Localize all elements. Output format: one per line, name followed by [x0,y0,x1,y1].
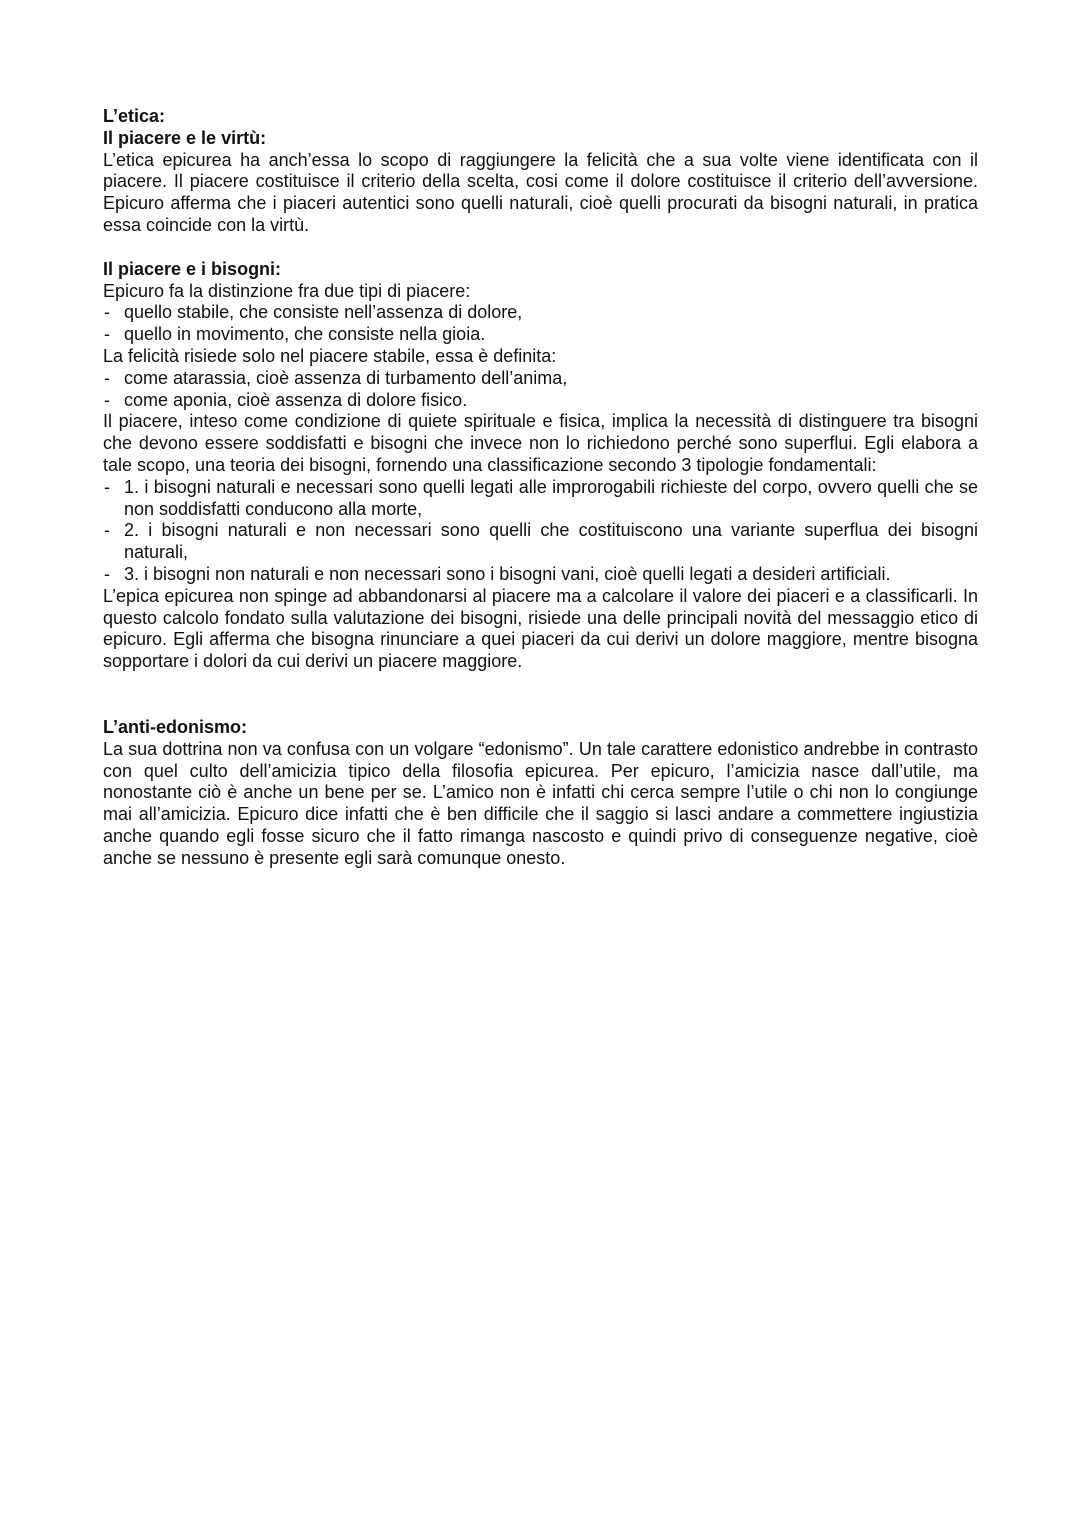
section-heading-piacere-virtu: Il piacere e le virtù: [103,127,267,148]
list-item: - 3. i bisogni non naturali e non necessari sono i bisogni vani, cioè quelli legati a desideri artificiali. [103,564,978,586]
paragraph-teoria-bisogni: Il piacere, inteso come condizione di quiete spirituale e fisica, implica la necessità di distinguere tra bisogni che devono essere soddisfatti e bisogni che invece non lo richiedono perché sono superflui. Egli elabora a tale scopo, una teoria dei bisogni, fornendo una classificazione secondo 3 tipologie fondamentali: [103,411,978,475]
list-item: - come atarassia, cioè assenza di turbamento dell’anima, [103,368,978,390]
spacer [103,673,978,717]
list-item: - quello stabile, che consiste nell’assenza di dolore, [103,302,978,324]
list-felicita [103,368,978,412]
paragraph-intro-tipi-piacere: Epicuro fa la distinzione fra due tipi di piacere: [103,280,471,301]
document-page [103,106,978,870]
document-title: L’etica: [103,106,166,126]
section-heading-anti-edonismo: L’anti-edonismo: [103,716,247,737]
list-item: - quello in movimento, che consiste nella gioia. [103,324,978,346]
list-item: - come aponia, cioè assenza di dolore fisico. [103,390,978,412]
paragraph-anti-edonismo: La sua dottrina non va confusa con un volgare “edonismo”. Un tale carattere edonistico andrebbe in contrasto con quel culto dell’amicizia tipico della filosofia epicurea. Per epicuro, l’amicizia nasce dall’utile, ma nonostante ciò è anche un bene per se. L’amico non è infatti chi cerca sempre l’utile o chi non lo congiunge mai all’amicizia. Epicuro dice infatti che è ben difficile che il saggio si lasci andare a commettere ingiustizia anche quando egli fosse sicuro che il fatto rimanga nascosto e quindi privo di conseguenze negative, cioè anche se nessuno è presente egli sarà comunque onesto. [103,738,978,868]
list-item: - 2. i bisogni naturali e non necessari sono quelli che costituiscono una variante superflua dei bisogni naturali, [103,520,978,564]
list-tipi-piacere [103,302,978,346]
section-heading-piacere-bisogni: Il piacere e i bisogni: [103,258,282,279]
list-item: - 1. i bisogni naturali e necessari sono quelli legati alle improrogabili richieste del corpo, ovvero quelli che se non soddisfatti conducono alla morte, [103,477,978,521]
paragraph-intro-felicita: La felicità risiede solo nel piacere stabile, essa è definita: [103,345,557,366]
list-tipologie-bisogni [103,477,978,586]
paragraph-piacere-virtu: L’etica epicurea ha anch’essa lo scopo di raggiungere la felicità che a sua volte viene identificata con il piacere. Il piacere costituisce il criterio della scelta, cosi come il dolore costituisce il criterio dell’avversione. Epicuro afferma che i piaceri autentici sono quelli naturali, cioè quelli procurati da bisogni naturali, in pratica essa coincide con la virtù. [103,149,978,235]
paragraph-calcolo-piaceri: L’epica epicurea non spinge ad abbandonarsi al piacere ma a calcolare il valore dei piaceri e a classificarli. In questo calcolo fondato sulla valutazione dei bisogni, risiede una delle principali novità del messaggio etico di epicuro. Egli afferma che bisogna rinunciare a quei piaceri da cui derivi un dolore maggiore, mentre bisogna sopportare i dolori da cui derivi un piacere maggiore. [103,585,978,672]
spacer [103,237,978,259]
